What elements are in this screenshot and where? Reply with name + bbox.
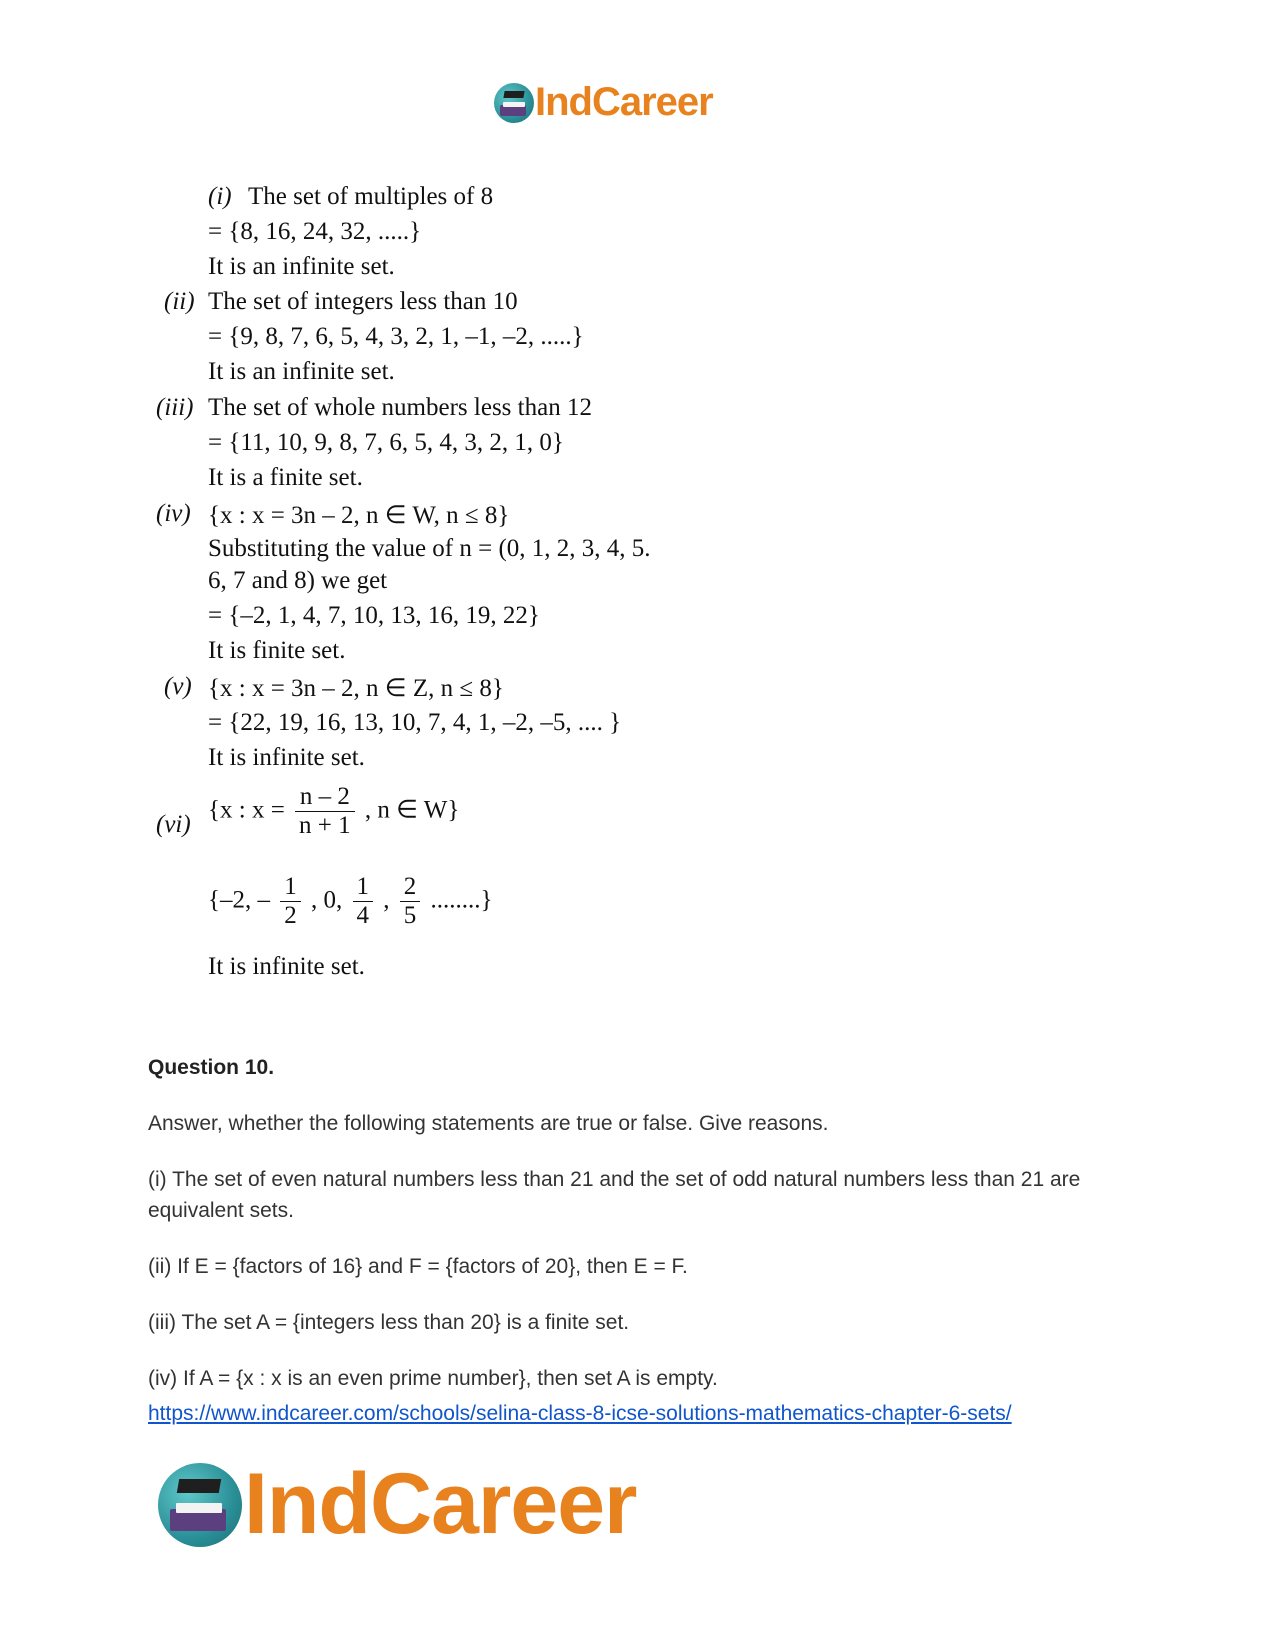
item-label: (i)	[208, 183, 232, 210]
item-label: (iii)	[156, 394, 194, 421]
solution-line: It is infinite set.	[208, 744, 365, 771]
solution-line: = {–2, 1, 4, 7, 10, 13, 16, 19, 22}	[208, 602, 540, 629]
item-label: (ii)	[164, 288, 195, 315]
question-title	[148, 1052, 1128, 1083]
fraction-denominator: n + 1	[299, 811, 351, 839]
fraction	[295, 783, 355, 840]
question-part: (iii) The set A = {integers less than 20} is a finite set.	[148, 1311, 630, 1334]
fraction-numerator: n – 2	[295, 783, 355, 812]
fraction-numerator: 2	[400, 873, 421, 902]
solution-line: It is finite set.	[208, 637, 346, 664]
solution-line: The set of integers less than 10	[208, 288, 518, 315]
graduation-book-icon	[158, 1463, 242, 1547]
solution-line: = {8, 16, 24, 32, .....}	[208, 218, 422, 245]
fraction-denominator: 5	[403, 901, 417, 929]
header-logo	[494, 80, 713, 125]
fraction-numerator: 1	[353, 873, 374, 902]
fraction-numerator: 1	[280, 873, 301, 902]
question-part: (ii) If E = {factors of 16} and F = {factors of 20}, then E = F.	[148, 1255, 688, 1278]
footer-logo	[158, 1455, 637, 1554]
footer-logo-text: IndCareer	[244, 1456, 637, 1552]
solution-line-values	[208, 873, 493, 930]
values-separator: , 0,	[311, 886, 343, 914]
fraction	[353, 873, 374, 930]
question-title-text: Question 10.	[148, 1056, 275, 1079]
solution-line: = {9, 8, 7, 6, 5, 4, 3, 2, 1, –1, –2, .....}	[208, 323, 584, 350]
solution-line: {x : x = 3n – 2, n ∈ W, n ≤ 8}	[208, 502, 510, 529]
solution-line: Substituting the value of n = (0, 1, 2, 3, 4, 5.	[208, 535, 651, 562]
source-link[interactable]: https://www.indcareer.com/schools/selina-class-8-icse-solutions-mathematics-chapter-6-sets/	[148, 1402, 1012, 1425]
set-builder-close: , n ∈ W}	[364, 796, 460, 824]
item-label: (iv)	[156, 500, 191, 527]
values-separator: ,	[383, 886, 390, 914]
solution-line: {x : x = 3n – 2, n ∈ Z, n ≤ 8}	[208, 675, 504, 702]
question-intro: Answer, whether the following statements are true or false. Give reasons.	[148, 1112, 829, 1135]
solution-line: It is infinite set.	[208, 953, 365, 980]
fraction-denominator: 2	[284, 901, 297, 929]
solution-line: It is an infinite set.	[208, 253, 395, 280]
fraction-denominator: 4	[356, 901, 369, 929]
solution-line: = {22, 19, 16, 13, 10, 7, 4, 1, –2, –5, .... }	[208, 709, 622, 736]
solution-line: 6, 7 and 8) we get	[208, 567, 388, 594]
solution-line: It is an infinite set.	[208, 358, 395, 385]
values-close: ........}	[430, 886, 493, 914]
solution-line: It is a finite set.	[208, 464, 363, 491]
values-open: {–2, –	[208, 886, 270, 914]
fraction	[280, 873, 301, 930]
fraction	[400, 873, 421, 930]
solution-line: The set of whole numbers less than 12	[208, 394, 592, 421]
solution-line-fraction	[208, 783, 459, 840]
set-builder-open: {x : x =	[208, 796, 285, 824]
question-part: (i) The set of even natural numbers less than 21 and the set of odd natural numbers less than 21 are equivalent sets.	[148, 1168, 1081, 1222]
solution-line: The set of multiples of 8	[248, 183, 494, 210]
header-logo-text: IndCareer	[535, 80, 713, 124]
item-label: (v)	[164, 673, 192, 700]
question-part: (iv) If A = {x : x is an even prime number}, then set A is empty.	[148, 1367, 718, 1390]
solution-line: = {11, 10, 9, 8, 7, 6, 5, 4, 3, 2, 1, 0}	[208, 429, 564, 456]
item-label: (vi)	[156, 811, 191, 838]
graduation-book-icon	[494, 83, 534, 123]
